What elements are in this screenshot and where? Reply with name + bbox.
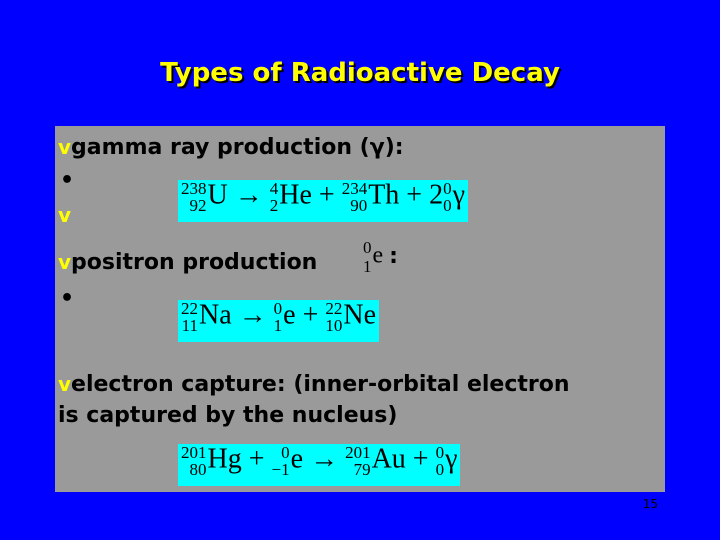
atomic-number: 0 xyxy=(443,196,452,215)
element-symbol: e xyxy=(283,299,296,331)
equation-electron-capture xyxy=(178,444,460,486)
element-symbol: e xyxy=(372,242,384,269)
element-symbol: He xyxy=(279,179,312,211)
atomic-number: 11 xyxy=(181,316,198,335)
plus-sign: + xyxy=(412,443,429,475)
mass-number: 4 xyxy=(269,179,279,198)
atomic-number: 1 xyxy=(273,316,283,335)
capture-label-continued: is captured by the nucleus) xyxy=(58,403,398,428)
element-symbol: γ xyxy=(452,179,465,211)
equation-alpha-gamma xyxy=(178,180,468,222)
element-symbol: Au xyxy=(371,443,406,475)
empty-bullet xyxy=(58,203,71,228)
colon: : xyxy=(389,243,398,269)
mass-number: 201 xyxy=(345,443,371,462)
atomic-number: 79 xyxy=(353,460,371,479)
dot-marker: • xyxy=(60,168,75,193)
mass-number: 0 xyxy=(273,299,283,318)
atomic-number: 80 xyxy=(189,460,207,479)
bullet-icon: v xyxy=(58,250,72,274)
element-symbol: U xyxy=(207,179,228,211)
atomic-number: 1 xyxy=(363,257,372,276)
plus-sign: + xyxy=(302,299,319,331)
mass-number: 0 xyxy=(435,443,445,462)
gamma-label: gamma ray production (γ): xyxy=(71,135,404,160)
positron-label: positron production xyxy=(71,250,318,275)
element-symbol: Th xyxy=(368,179,400,211)
arrow: → xyxy=(238,299,267,331)
bullet-icon: v xyxy=(58,372,72,396)
positron-symbol xyxy=(363,238,398,276)
atomic-number: 92 xyxy=(189,196,207,215)
element-symbol: γ xyxy=(445,443,458,475)
capture-bullet-line xyxy=(58,372,570,397)
atomic-number: 90 xyxy=(350,196,368,215)
arrow: → xyxy=(310,443,339,475)
slide-title: Types of Radioactive Decay xyxy=(160,58,560,88)
mass-number: 234 xyxy=(341,179,368,198)
element-symbol: Na xyxy=(199,299,232,331)
atomic-number: 2 xyxy=(269,196,279,215)
mass-number: 201 xyxy=(181,443,207,462)
page-number: 15 xyxy=(642,497,658,511)
capture-label: electron capture: (inner-orbital electron xyxy=(71,372,570,397)
equation-positron xyxy=(178,300,379,342)
mass-number: 22 xyxy=(181,299,198,318)
mass-number: 238 xyxy=(181,179,207,198)
plus-sign: + 2 xyxy=(406,179,444,211)
plus-sign: + xyxy=(248,443,265,475)
element-symbol: Ne xyxy=(343,299,377,331)
atomic-number: −1 xyxy=(271,460,290,479)
mass-number: 22 xyxy=(325,299,343,318)
mass-number: 0 xyxy=(281,443,290,462)
arrow: → xyxy=(234,179,263,211)
atomic-number: 10 xyxy=(325,316,343,335)
element-symbol: Hg xyxy=(207,443,242,475)
atomic-number: 0 xyxy=(435,460,445,479)
bullet-icon: v xyxy=(58,203,72,227)
mass-number: 0 xyxy=(443,179,452,198)
element-symbol: e xyxy=(290,443,304,475)
plus-sign: + xyxy=(318,179,335,211)
gamma-bullet-line xyxy=(58,135,404,160)
dot-marker: • xyxy=(60,286,75,311)
mass-number: 0 xyxy=(363,238,372,257)
bullet-icon: v xyxy=(58,135,72,159)
positron-bullet-line xyxy=(58,250,317,275)
